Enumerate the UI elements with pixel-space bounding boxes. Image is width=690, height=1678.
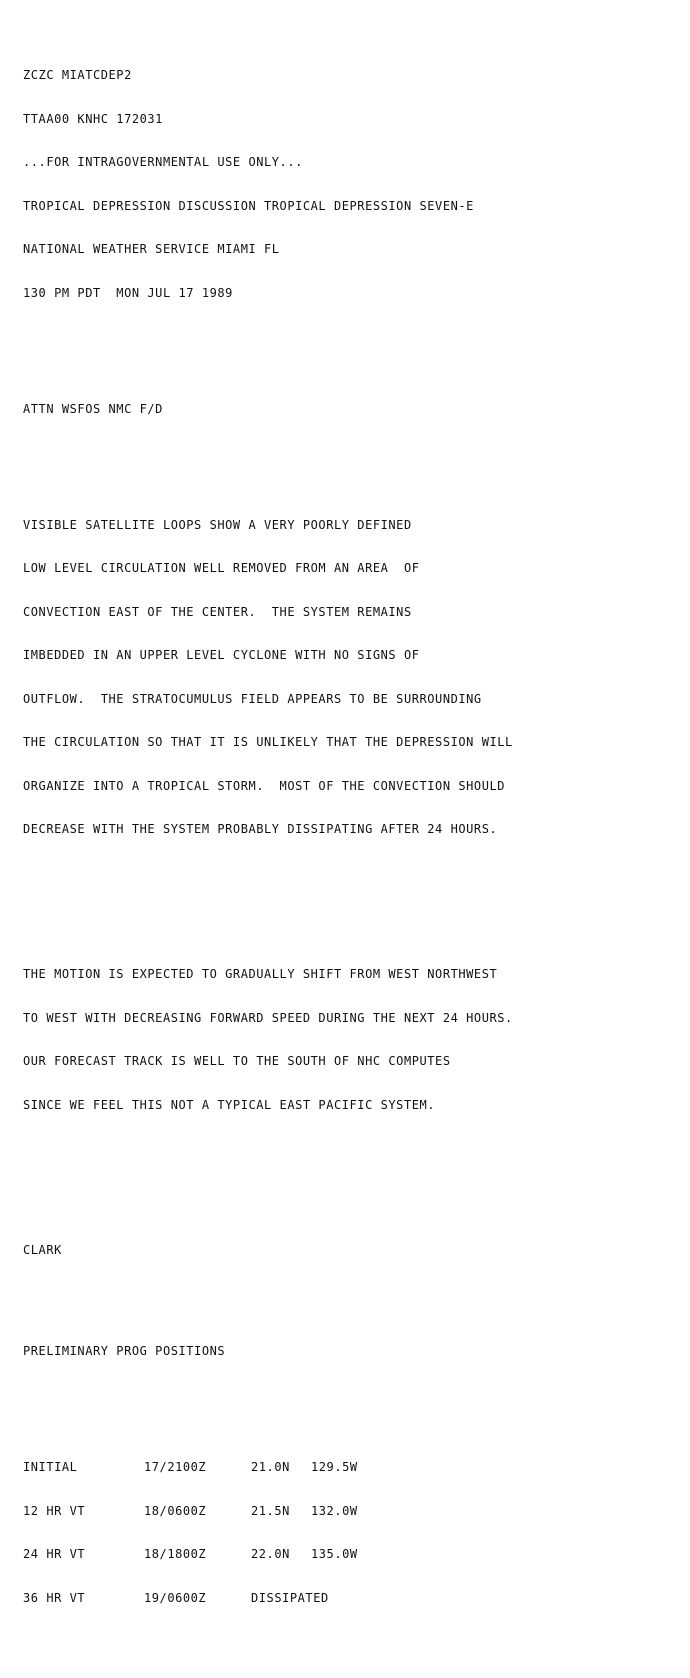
prog-positions-title: PRELIMINARY PROG POSITIONS	[23, 1344, 226, 1358]
header-line: TROPICAL DEPRESSION DISCUSSION TROPICAL DEPRESSION SEVEN-E	[23, 198, 474, 213]
paragraph-line: THE CIRCULATION SO THAT IT IS UNLIKELY THAT THE DEPRESSION WILL	[23, 735, 513, 749]
prog-label: 24 HR VT	[23, 1547, 86, 1561]
prog-row	[23, 1460, 683, 1475]
attention-line: ATTN WSFOS NMC F/D	[23, 401, 163, 416]
prog-label: INITIAL	[23, 1460, 78, 1474]
paragraph-line: CONVECTION EAST OF THE CENTER. THE SYSTEM REMAINS	[23, 604, 412, 619]
paragraph-line: VISIBLE SATELLITE LOOPS SHOW A VERY POORLY DEFINED	[23, 517, 412, 532]
paragraph-line: TO WEST WITH DECREASING FORWARD SPEED DURING THE NEXT 24 HOURS.	[23, 1010, 513, 1025]
paragraph-line: LOW LEVEL CIRCULATION WELL REMOVED FROM AN AREA OF	[23, 561, 420, 575]
forecaster-signature: CLARK	[23, 1242, 62, 1257]
header-line: NATIONAL WEATHER SERVICE MIAMI FL	[23, 242, 280, 256]
header-line: ...FOR INTRAGOVERNMENTAL USE ONLY...	[23, 155, 303, 169]
bulletin-header	[23, 39, 683, 329]
paragraph-line: IMBEDDED IN AN UPPER LEVEL CYCLONE WITH NO SIGNS OF	[23, 648, 420, 662]
header-line: 130 PM PDT MON JUL 17 1989	[23, 285, 233, 300]
prog-latitude: DISSIPATED	[251, 1590, 329, 1605]
prog-latitude: 21.0N	[251, 1460, 290, 1474]
prog-row	[23, 1504, 683, 1519]
discussion-paragraph-2	[23, 938, 683, 1141]
prog-longitude: 129.5W	[311, 1460, 358, 1474]
prog-latitude: 22.0N	[251, 1547, 290, 1561]
paragraph-line: DECREASE WITH THE SYSTEM PROBABLY DISSIPATING AFTER 24 HOURS.	[23, 822, 498, 836]
prog-latitude: 21.5N	[251, 1503, 290, 1518]
prog-time: 19/0600Z	[144, 1590, 207, 1605]
prog-row	[23, 1591, 683, 1606]
header-line: TTAA00 KNHC 172031	[23, 111, 163, 126]
paragraph-line: OUR FORECAST TRACK IS WELL TO THE SOUTH OF NHC COMPUTES	[23, 1054, 451, 1068]
discussion-document	[23, 10, 683, 1649]
paragraph-line: ORGANIZE INTO A TROPICAL STORM. MOST OF THE CONVECTION SHOULD	[23, 778, 506, 793]
paragraph-line: SINCE WE FEEL THIS NOT A TYPICAL EAST PACIFIC SYSTEM.	[23, 1097, 436, 1112]
paragraph-line: OUTFLOW. THE STRATOCUMULUS FIELD APPEARS TO BE SURROUNDING	[23, 691, 482, 706]
prog-positions-table	[23, 1431, 683, 1634]
prog-label: 36 HR VT	[23, 1590, 86, 1605]
prog-longitude: 135.0W	[311, 1547, 358, 1561]
prog-label: 12 HR VT	[23, 1503, 86, 1518]
prog-time: 18/1800Z	[144, 1547, 207, 1561]
prog-time: 17/2100Z	[144, 1460, 207, 1474]
prog-time: 18/0600Z	[144, 1503, 207, 1518]
prog-row	[23, 1547, 683, 1562]
header-line: ZCZC MIATCDEP2	[23, 68, 132, 82]
discussion-paragraph-1	[23, 489, 683, 866]
paragraph-line: THE MOTION IS EXPECTED TO GRADUALLY SHIFT FROM WEST NORTHWEST	[23, 967, 498, 981]
prog-longitude: 132.0W	[311, 1503, 358, 1518]
